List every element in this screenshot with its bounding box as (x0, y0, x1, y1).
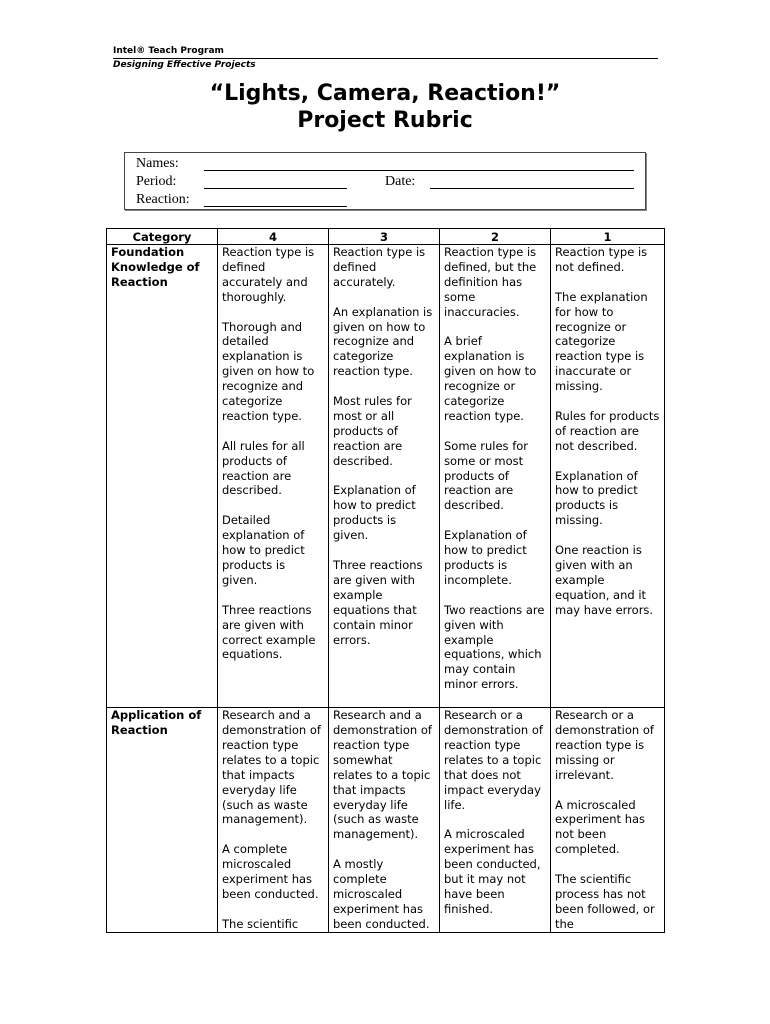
criteria-cell-4 (218, 708, 329, 933)
criterion-text: One reaction is given with an example equation, and it may have errors. (555, 543, 654, 617)
criterion-text: Research and a demonstration of reaction type relates to a topic that impacts everyday life (such as waste management). (222, 708, 321, 827)
criterion-text: Explanation of how to predict products is missing. (555, 468, 638, 528)
criterion-text: A brief explanation is given on how to recognize or categorize reaction type. (444, 334, 537, 423)
criterion-text: Reaction type is defined accurately and thoroughly. (222, 245, 315, 304)
criterion-text: The explanation for how to recognize or categorize reaction type is inaccurate or missing. (555, 289, 648, 394)
header-score-2: 2 (440, 229, 551, 245)
criterion-text: Thorough and detailed explanation is given on how to recognize and categorize reaction type. (222, 319, 315, 423)
header-score-3: 3 (329, 229, 440, 245)
date-field[interactable] (430, 188, 634, 189)
criteria-cell-1 (551, 245, 665, 708)
criterion-text: The scientific (222, 916, 299, 931)
criterion-text: A complete microscaled experiment has been conducted. (222, 842, 319, 901)
category-cell: Foundation Knowledge of Reaction (107, 245, 218, 708)
period-label: Period: (136, 174, 177, 189)
period-field[interactable] (204, 188, 347, 189)
criterion-text: A mostly complete microscaled experiment has been conducted. (333, 857, 430, 931)
criteria-cell-2 (440, 245, 551, 708)
document-subtitle: Project Rubric (297, 108, 473, 133)
student-info-box (124, 152, 646, 210)
criterion-text: A microscaled experiment has not been completed. (555, 797, 646, 857)
criterion-text: Research and a demonstration of reaction type somewhat relates to a topic that impacts everyday life (such as waste management). (333, 708, 432, 842)
criterion-text: Research or a demonstration of reaction type relates to a topic that does not impact everyday life. (444, 708, 543, 812)
criterion-text: Reaction type is not defined. (555, 245, 648, 274)
criterion-text: Explanation of how to predict products is incomplete. (444, 528, 527, 587)
criterion-text: Detailed explanation of how to predict products is given. (222, 513, 305, 587)
names-label: Names: (136, 156, 179, 171)
criterion-text: Rules for products of reaction are not described. (555, 408, 660, 453)
criterion-text: Explanation of how to predict products is given. (333, 483, 416, 543)
criterion-text: All rules for all products of reaction are described. (222, 438, 305, 498)
criterion-text: Reaction type is defined, but the definition has some inaccuracies. (444, 245, 537, 319)
header-program: Intel® Teach Program (113, 45, 658, 59)
header-score-4: 4 (218, 229, 329, 245)
criterion-text: Some rules for some or most products of reaction are described. (444, 438, 529, 513)
date-label: Date: (385, 174, 416, 189)
rubric-row-foundation (107, 245, 665, 708)
criterion-text: Reaction type is defined accurately. (333, 245, 426, 289)
rubric-header-row (107, 229, 665, 245)
criterion-text: The scientific process has not been followed, or the (555, 872, 655, 931)
criterion-text: Most rules for most or all products of reaction are described. (333, 394, 412, 468)
header-course: Designing Effective Projects (113, 60, 256, 70)
criteria-cell-2 (440, 708, 551, 933)
document-title: “Lights, Camera, Reaction!” (209, 81, 561, 106)
names-field[interactable] (204, 170, 634, 171)
header-category: Category (107, 229, 218, 245)
criteria-cell-4 (218, 245, 329, 708)
criterion-text: Three reactions are given with correct example equations. (222, 602, 316, 662)
reaction-label: Reaction: (136, 192, 190, 207)
reaction-field[interactable] (204, 206, 347, 207)
rubric-table (106, 228, 665, 933)
criteria-cell-1 (551, 708, 665, 933)
criterion-text: An explanation is given on how to recognize and categorize reaction type. (333, 304, 433, 379)
category-cell: Application of Reaction (107, 708, 218, 933)
rubric-row-application (107, 708, 665, 933)
criterion-text: A microscaled experiment has been conducted, but it may not have been finished. (444, 827, 541, 916)
header-score-1: 1 (551, 229, 665, 245)
criteria-cell-3 (329, 245, 440, 708)
criterion-text: Two reactions are given with example equations, which may contain minor errors. (444, 602, 545, 692)
criterion-text: Three reactions are given with example equations that contain minor errors. (333, 557, 423, 647)
criteria-cell-3 (329, 708, 440, 933)
criterion-text: Research or a demonstration of reaction type is missing or irrelevant. (555, 708, 654, 782)
